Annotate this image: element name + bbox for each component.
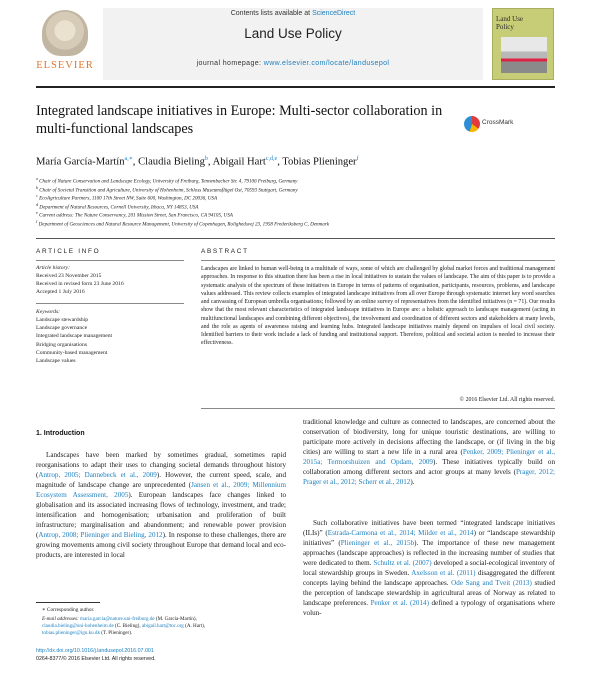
body-paragraph bbox=[36, 450, 286, 561]
keyword-item: Landscape governance bbox=[36, 325, 88, 332]
citation-link[interactable]: Schultz et al. (2007) bbox=[373, 559, 432, 568]
affiliation-marker[interactable]: b bbox=[204, 156, 208, 162]
keyword-item: Community-based management bbox=[36, 349, 108, 356]
keywords-label: Keywords: bbox=[36, 309, 61, 315]
body-text: ) or “landscape stewardship initiatives” ( bbox=[303, 529, 555, 548]
citation-link[interactable]: Antrop, 2008; Plieninger and Bieling, 2012 bbox=[38, 531, 163, 540]
header-rule bbox=[36, 86, 555, 88]
journal-header bbox=[103, 8, 483, 80]
body-paragraph bbox=[303, 417, 555, 487]
affiliation-marker: a bbox=[36, 176, 38, 181]
cover-title: Land Use Policy bbox=[496, 15, 524, 31]
body-text: disaggregated the different concepts laying behind the landscape approaches. bbox=[303, 569, 555, 588]
elsevier-wordmark: ELSEVIER bbox=[36, 60, 94, 71]
email-link[interactable]: maria.garcia@nature.uni-freiburg.de bbox=[80, 616, 155, 622]
citation-link[interactable]: Axelsson et al. (2011) bbox=[411, 569, 476, 578]
email-owner: (T. Plieninger). bbox=[100, 630, 133, 637]
crossmark-icon bbox=[464, 116, 480, 132]
author-separator: , bbox=[132, 156, 139, 168]
body-text: Such collaborative initiatives have been termed “integrated landscape initiatives (ILIs)” ( bbox=[303, 519, 555, 538]
affiliation-text: Department of Natural Resources, Cornell University, Ithaca, NY 14853, USA bbox=[39, 204, 199, 211]
article-title: Integrated landscape initiatives in Europe: Multi-sector collaboration in multi-functional landscapes bbox=[36, 103, 443, 137]
corresponding-author-note: ∗ Corresponding author. bbox=[42, 607, 95, 613]
affiliation-text: Current address: The Nature Conservancy, 201 Mission Street, San Francisco, CA 94105, USA bbox=[39, 213, 233, 220]
citation-link[interactable]: Penker et al. (2014) bbox=[370, 599, 429, 608]
body-paragraph bbox=[303, 518, 555, 618]
affiliation-marker: c bbox=[36, 193, 38, 199]
keyword-item: Landscape values bbox=[36, 358, 76, 364]
body-text: ). The importance of these new management approaches (landscape approaches) is reflected in the increasing number of studies that were dedicated to them. bbox=[303, 539, 556, 568]
sciencedirect-link[interactable]: ScienceDirect bbox=[312, 10, 356, 17]
abstract-text: Landscapes are linked to human well-being in a multitude of ways, some of which are challenged by global market forces and traditional management approaches. In response to this situation there has been a rise in local initiatives to sustain the values of landscape. The aim of this paper is to provide a systematic analysis of the spectrum of these initiatives in Europe in terms of patterns of organisation, participants, resources, problems, and landscape values addressed. This review collects examples of integrated landscape initiatives from all over Europe through systematic internet key word searches and canvassing of European umbrella organisations; followed by an online survey of representatives from the identified initiatives (n = 71). Our results show that the most relevant characteristics of integrated landscape initiatives in Europe are: a holistic approach to landscape management (acting in multifunctional landscapes and combining different objectives), the involvement and coordination of different sectors and stakeholders at many levels, and the role as agents of awareness raising and learning hubs. Integrated landscape initiatives mainly depend on impulses of local civil society. Identified barriers to their work include a lack of funding and institutional support. Therefore, political and societal action is needed to increase their effectiveness. bbox=[201, 266, 555, 347]
article-info-rule bbox=[36, 303, 184, 304]
body-text: ). bbox=[410, 478, 415, 487]
affiliation-text: EcoAgriculture Partners, 1100 17th Street NW, Suite 600, Washington, DC 20036, USA bbox=[39, 195, 218, 202]
body-text: developed a social-ecological inventory of local stewardship groups in Sweden. bbox=[303, 559, 555, 578]
history-label: Article history: bbox=[36, 265, 71, 271]
email-link[interactable]: tobias.plieninger@ign.ku.dk bbox=[42, 630, 101, 637]
journal-cover[interactable] bbox=[492, 8, 554, 80]
email-link[interactable]: claudia.bieling@uni-hohenheim.de bbox=[42, 623, 114, 630]
citation-link[interactable]: Jansen et al., 2009; Millennium Ecosystem Assessment, 2005 bbox=[36, 481, 286, 500]
article-info-heading: ARTICLE INFO bbox=[36, 248, 101, 255]
email-link[interactable]: abigail.hart@tnc.org bbox=[141, 623, 184, 630]
body-text: ). These initiatives typically build on collaboration among different sectors and actor groups at many levels ( bbox=[303, 458, 555, 477]
abstract-rule bbox=[201, 260, 555, 261]
author-name[interactable]: María García-Martín bbox=[36, 156, 125, 168]
body-text: studied the perception of landscape stewardship in agricultural areas of Norway as related to landscape preferences. bbox=[303, 579, 556, 608]
keyword-item: Integrated landscape management bbox=[36, 333, 113, 340]
body-text: ). However, the current speed, scale, and magnitude of landscape change are unprecedented ( bbox=[36, 471, 286, 490]
body-text: ). In response to these challenges, there are growing movements among civil society throughout Europe that demand local and eco-products, are interested in local bbox=[36, 531, 286, 560]
author-separator: , bbox=[277, 156, 283, 168]
author-name[interactable]: Tobias Plieninger bbox=[282, 156, 357, 168]
email-owner: (M. García-Martín), bbox=[154, 616, 197, 622]
footnote-rule bbox=[36, 602, 100, 603]
body-text: ). European landscapes face changes linked to globalisation and its associated increasing flows of technology, investment, and trade; intensification and homogenisation; urbanisation and proliferation of built infrastructure; marginalisation and abandonment; and renewable power provision ( bbox=[36, 491, 286, 540]
body-text: Landscapes have been marked by sometimes gradual, sometimes rapid reorganisations to adapt their uses to changing societal demands throughout history ( bbox=[36, 451, 286, 480]
homepage-line: journal homepage: www.elsevier.com/locate/landusepol bbox=[196, 60, 390, 67]
history-item: Accepted 1 July 2016 bbox=[36, 289, 85, 295]
affiliation-marker[interactable]: f bbox=[356, 156, 359, 162]
crossmark-badge[interactable]: CrossMark bbox=[464, 116, 524, 142]
affiliation-text: Chair of Societal Transition and Agriculture, University of Hohenheim, Schloss Museumsflügel Ost, 70593 Stuttgart, Germany bbox=[39, 187, 298, 194]
keyword-item: Bridging organisations bbox=[36, 341, 88, 348]
citation-link[interactable]: Estrada-Carmona et al., 2014; Milder et al., 2014 bbox=[327, 529, 474, 538]
affiliation-marker: b bbox=[36, 184, 38, 190]
section-rule bbox=[36, 238, 555, 239]
homepage-link[interactable]: www.elsevier.com/locate/landusepol bbox=[263, 60, 390, 67]
affiliation-marker: e bbox=[36, 210, 38, 216]
keyword-item: Landscape stewardship bbox=[36, 317, 89, 323]
author-separator: , bbox=[207, 156, 213, 168]
citation-link[interactable]: Ode Sang and Tveit (2013) bbox=[451, 579, 532, 588]
email-label: E-mail addresses: bbox=[42, 616, 79, 622]
affiliation-text: Department of Geosciences and Natural Resource Management, University of Copenhagen, Rolighedsvej 23, 1958 Frederiksberg C, Denmark bbox=[38, 221, 330, 228]
article-info-rule bbox=[36, 260, 184, 261]
affiliation-text: Chair of Nature Conservation and Landscape Ecology, University of Freiburg, Tennenbacher Str. 4, 79106 Freiburg, Germany bbox=[39, 178, 298, 185]
body-text: traditional knowledge and culture as connected to landscapes, are concerned about the conservation of biodiversity, long for unique touristic destinations, are willing to participate more actively in decisions affecting the landscape, or (if living in the big cities) are willing to start a new life in a rural area ( bbox=[303, 418, 555, 457]
elsevier-logo[interactable] bbox=[36, 8, 94, 74]
email-addresses bbox=[42, 616, 292, 638]
journal-title[interactable]: Land Use Policy bbox=[244, 26, 342, 41]
citation-link[interactable]: Penker, 2009; Plieninger et al., 2015a; Termorshuizen and Opdam, 2009 bbox=[303, 448, 555, 467]
issn-line: 0264-8377/© 2016 Elsevier Ltd. All rights reserved. bbox=[36, 656, 156, 662]
cover-image bbox=[501, 37, 547, 73]
author-name[interactable]: Abigail Hart bbox=[212, 156, 266, 168]
copyright-line: © 2016 Elsevier Ltd. All rights reserved. bbox=[459, 397, 555, 403]
abstract-heading: ABSTRACT bbox=[201, 248, 249, 255]
citation-link[interactable]: Antrop, 2005; Dannebeck et al., 2009 bbox=[38, 471, 157, 480]
affiliation-marker[interactable]: a,∗ bbox=[124, 156, 133, 162]
email-owner: (A. Hart), bbox=[183, 623, 206, 630]
history-item: Received 23 November 2015 bbox=[36, 273, 102, 279]
author-name[interactable]: Claudia Bieling bbox=[138, 156, 205, 168]
elsevier-tree-icon bbox=[42, 10, 88, 56]
citation-link[interactable]: Plieninger et al., 2015b bbox=[340, 539, 415, 548]
abstract-rule bbox=[201, 408, 555, 409]
introduction-heading: 1. Introduction bbox=[36, 430, 85, 437]
doi-link[interactable]: http://dx.doi.org/10.1016/j.landusepol.2016.07.001 bbox=[36, 648, 154, 654]
history-item: Received in revised form 23 June 2016 bbox=[36, 281, 124, 287]
email-owner: (C. Bieling), bbox=[113, 623, 142, 630]
body-text: defined a typology of organisations where volun- bbox=[303, 599, 555, 618]
author-list bbox=[36, 155, 536, 168]
affiliation-line bbox=[36, 218, 556, 229]
affiliation-marker[interactable]: c,d,e bbox=[265, 156, 278, 162]
citation-link[interactable]: Prager, 2012; Prager et al., 2012; Scherr et al., 2012 bbox=[303, 468, 556, 487]
affiliation-marker: f bbox=[36, 219, 38, 224]
affiliation-marker: d bbox=[36, 201, 38, 207]
contents-line: Contents lists available at ScienceDirect bbox=[230, 10, 356, 17]
